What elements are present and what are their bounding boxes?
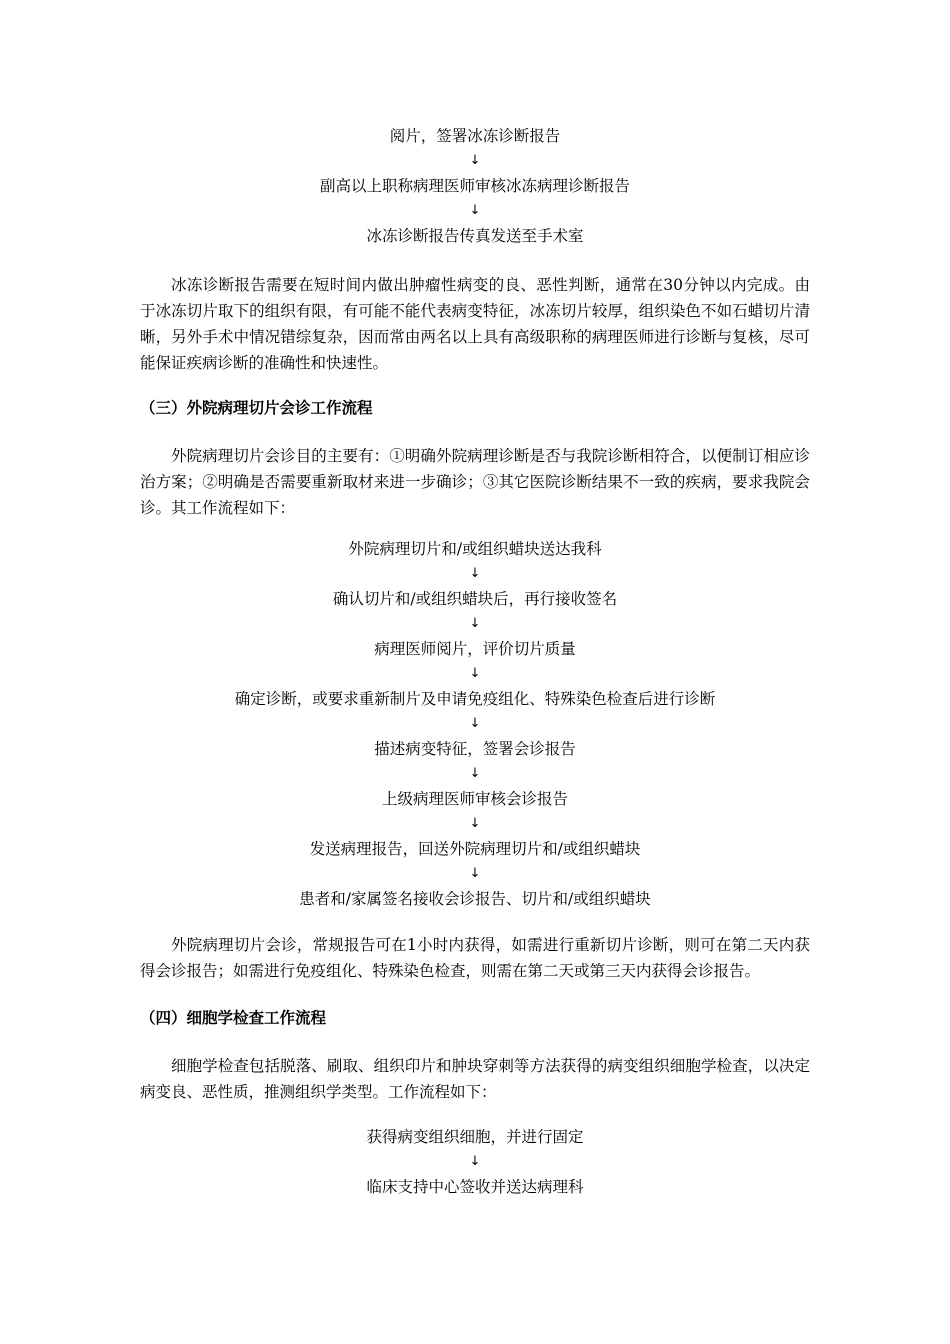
flow-step: 阅片，签署冰冻诊断报告 bbox=[389, 127, 561, 145]
down-arrow-icon: ↓ bbox=[469, 1154, 481, 1169]
down-arrow-icon: ↓ bbox=[469, 766, 481, 781]
flow-step: 获得病变组织细胞，并进行固定 bbox=[366, 1128, 584, 1146]
flow-step: 描述病变特征，签署会诊报告 bbox=[374, 740, 576, 758]
down-arrow-icon: ↓ bbox=[469, 716, 481, 731]
down-arrow-icon: ↓ bbox=[469, 666, 481, 681]
down-arrow-icon: ↓ bbox=[469, 153, 481, 168]
flow-step: 确定诊断，或要求重新制片及申请免疫组化、特殊染色检查后进行诊断 bbox=[234, 690, 716, 708]
paragraph-cytology: 细胞学检查包括脱落、刷取、组织印片和肿块穿刺等方法获得的病变组织细胞学检查，以决定病变良、恶性质，推测组织学类型。工作流程如下： bbox=[140, 1057, 810, 1101]
paragraph-consultation-timing: 外院病理切片会诊，常规报告可在1小时内获得，如需进行重新切片诊断，则可在第二天内获得会诊报告；如需进行免疫组化、特殊染色检查，则需在第二天或第三天内获得会诊报告。 bbox=[140, 936, 810, 980]
flow-step: 患者和/家属签名接收会诊报告、切片和/或组织蜡块 bbox=[299, 890, 651, 908]
flow-step: 临床支持中心签收并送达病理科 bbox=[366, 1178, 584, 1196]
paragraph-consultation-purpose: 外院病理切片会诊目的主要有：①明确外院病理诊断是否与我院诊断相符合，以便制订相应诊治方案；②明确是否需要重新取材来进一步确诊；③其它医院诊断结果不一致的疾病，要求我院会诊。其工作流程如下： bbox=[140, 447, 810, 517]
section-heading-consultation: （三）外院病理切片会诊工作流程 bbox=[140, 398, 373, 417]
flow-step: 上级病理医师审核会诊报告 bbox=[381, 790, 568, 808]
down-arrow-icon: ↓ bbox=[469, 816, 481, 831]
flow-step: 病理医师阅片，评价切片质量 bbox=[374, 640, 576, 658]
paragraph-frozen-report: 冰冻诊断报告需要在短时间内做出肿瘤性病变的良、恶性判断，通常在30分钟以内完成。由于冰冻切片取下的组织有限，有可能不能代表病变特征，冰冻切片较厚，组织染色不如石蜡切片清晰，另外手术中情况错综复杂，因而常由两名以上具有高级职称的病理医师进行诊断与复核，尽可能保证疾病诊断的准确性和快速性。 bbox=[140, 276, 810, 372]
down-arrow-icon: ↓ bbox=[469, 203, 481, 218]
section-heading-cytology: （四）细胞学检查工作流程 bbox=[140, 1008, 327, 1027]
down-arrow-icon: ↓ bbox=[469, 866, 481, 881]
flow-step: 确认切片和/或组织蜡块后，再行接收签名 bbox=[332, 590, 618, 608]
flow-step: 外院病理切片和/或组织蜡块送达我科 bbox=[348, 540, 602, 558]
flow-step: 冰冻诊断报告传真发送至手术室 bbox=[366, 227, 584, 245]
frozen-section-flowchart bbox=[140, 124, 810, 248]
consultation-flowchart bbox=[140, 537, 810, 911]
cytology-flowchart bbox=[140, 1125, 810, 1199]
down-arrow-icon: ↓ bbox=[469, 566, 481, 581]
down-arrow-icon: ↓ bbox=[469, 616, 481, 631]
flow-step: 发送病理报告，回送外院病理切片和/或组织蜡块 bbox=[309, 840, 641, 858]
flow-step: 副高以上职称病理医师审核冰冻病理诊断报告 bbox=[319, 177, 630, 195]
